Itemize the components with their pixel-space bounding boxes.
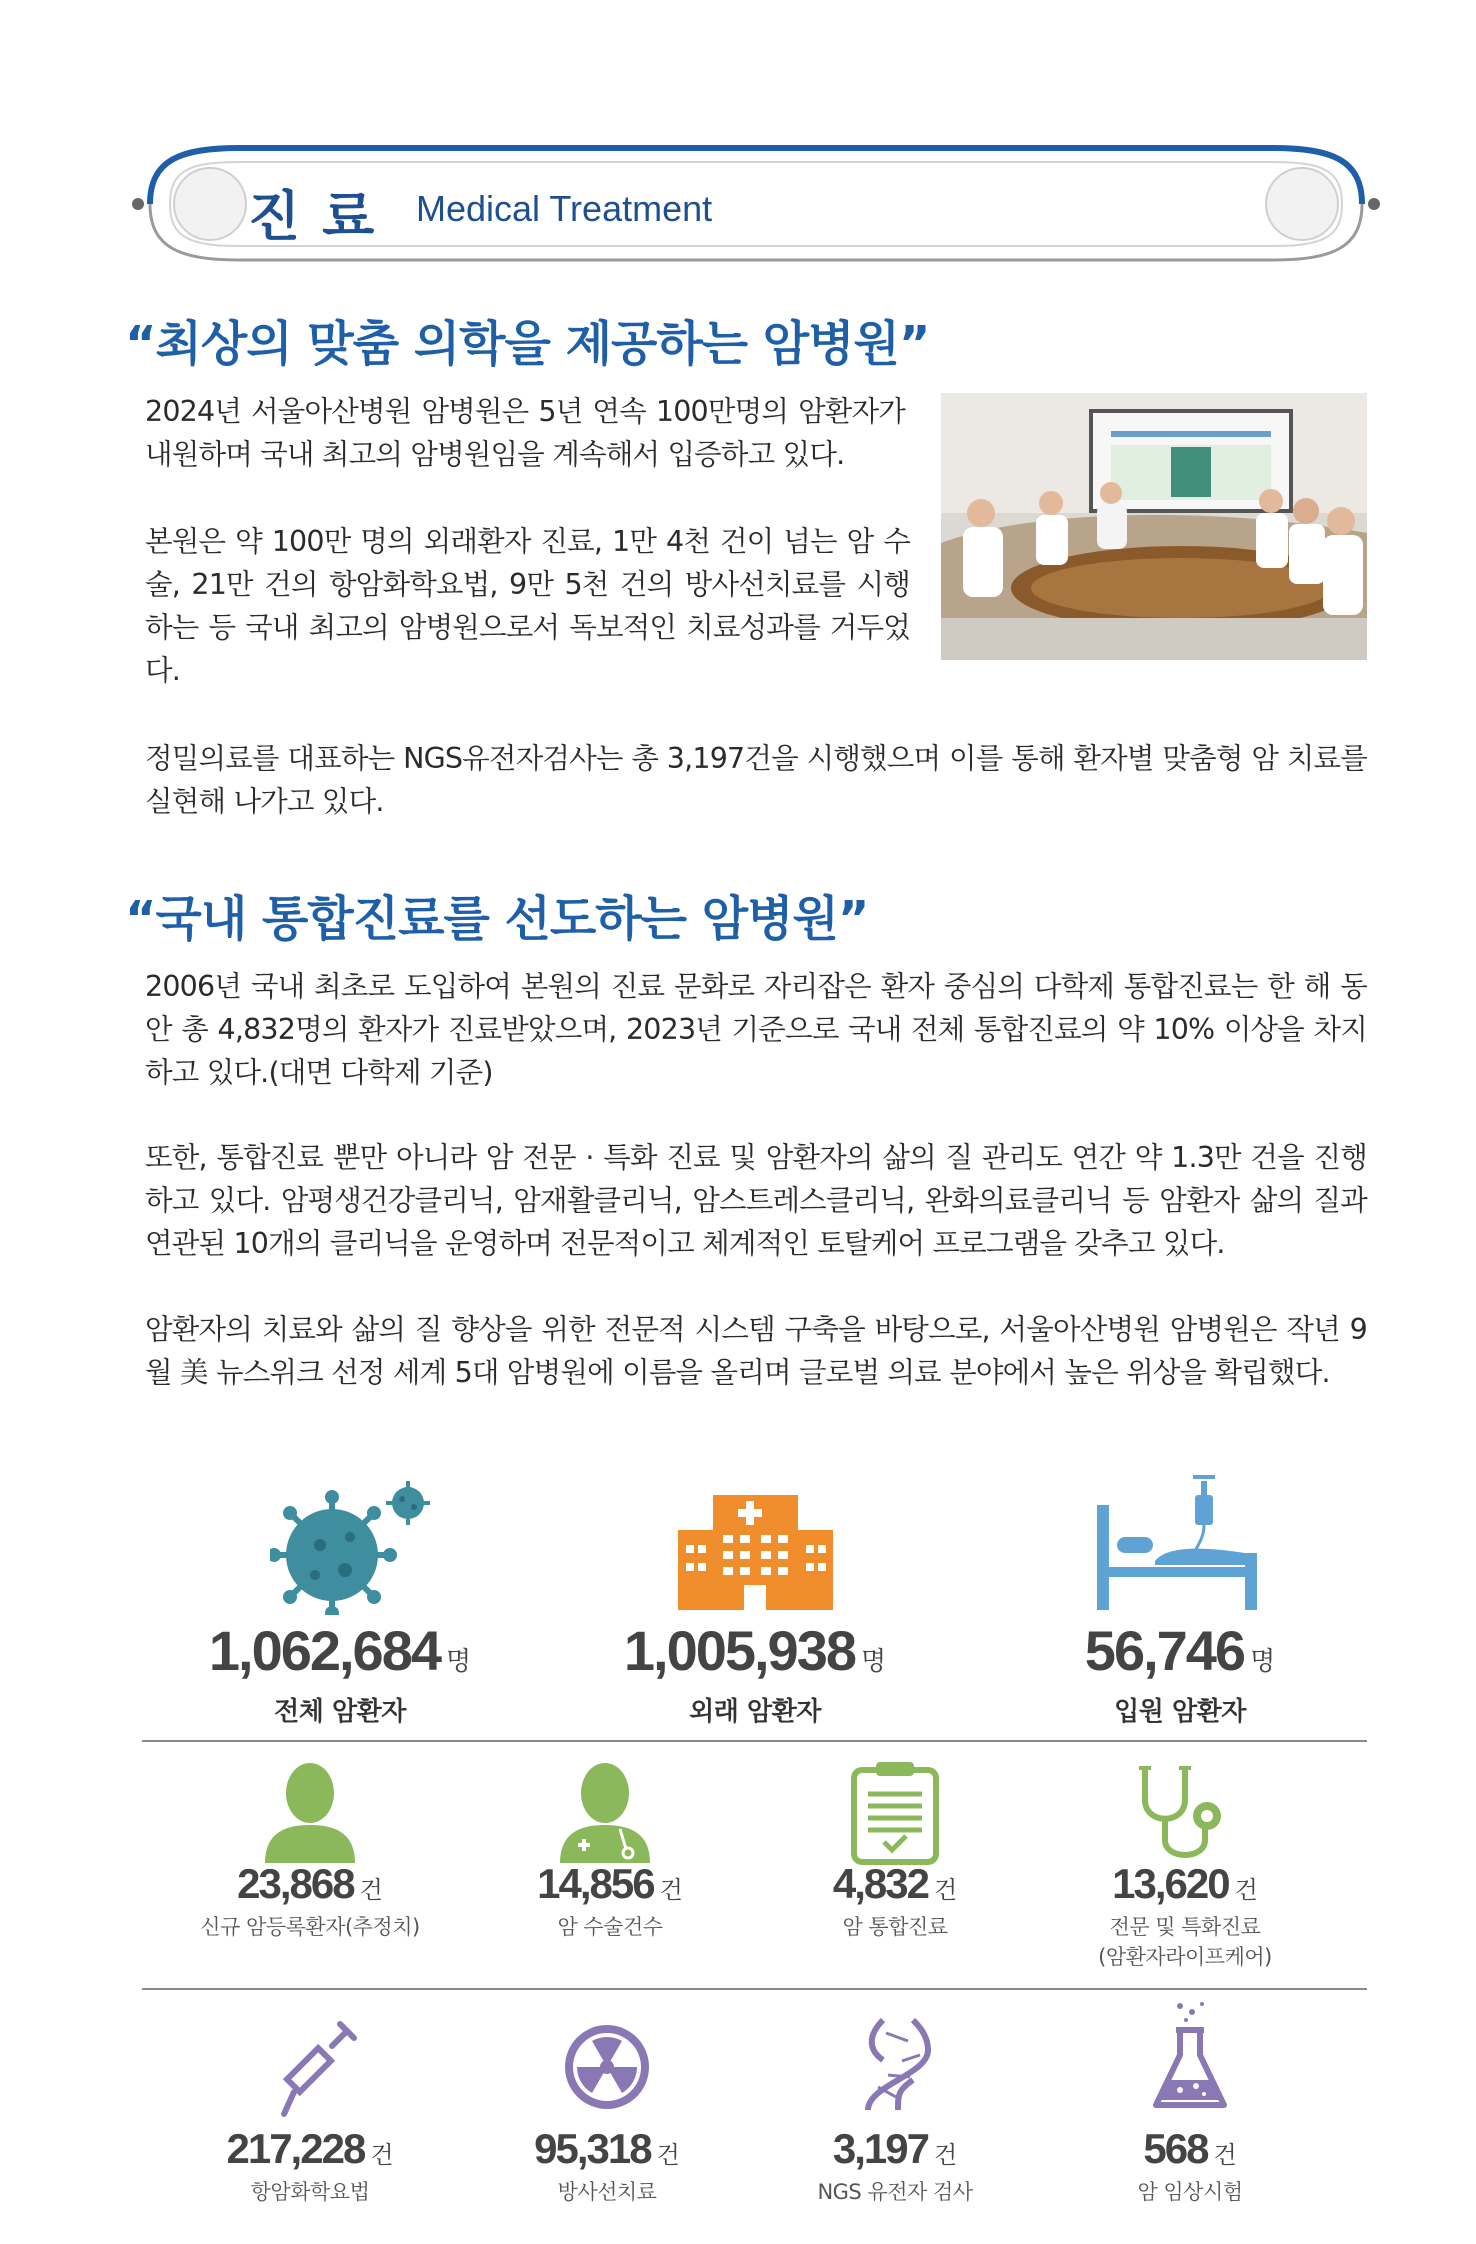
stats-divider-1	[142, 1740, 1367, 1742]
section2-paragraph-3: 암환자의 치료와 삶의 질 향상을 위한 전문적 시스템 구축을 바탕으로, 서울아산병원 암병원은 작년 9월 美 뉴스위크 선정 세계 5대 암병원에 이름을 올리며 글로벌 의료 분야에서 높은 위상을 확립했다.	[145, 1313, 1367, 1389]
stat-value: 217,228	[226, 2125, 365, 2172]
stat-total-patients	[170, 1618, 510, 1728]
stat-integrated-care	[745, 1860, 1045, 1942]
stat-label: 방사선치료	[557, 2180, 657, 2204]
stat-label: 전체 암환자	[274, 1697, 406, 1727]
section2-paragraph-2: 또한, 통합진료 뿐만 아니라 암 전문 · 특화 진료 및 암환자의 삶의 질 관리도 연간 약 1.3만 건을 진행하고 있다. 암평생건강클리닉, 암재활클리닉, 암스트레스클리닉, 완화의료클리닉 등 암환자 삶의 질과 연관된 10개의 클리닉을 운영하며 전문적이고 체계적인 토탈케어 프로그램을 갖추고 있다.	[145, 1141, 1367, 1260]
stat-label: 암 임상시험	[1137, 2180, 1243, 2204]
stethoscope-icon	[1135, 1760, 1235, 1869]
stat-value: 568	[1143, 2125, 1208, 2172]
stat-value: 13,620	[1112, 1860, 1229, 1907]
stat-outpatients	[585, 1618, 925, 1728]
doctor-icon	[560, 1763, 660, 1867]
stat-unit: 명	[446, 1647, 472, 1677]
stat-chemotherapy	[160, 2125, 460, 2207]
banner-korean-title: 진료	[248, 185, 397, 248]
stat-unit: 건	[1234, 1876, 1258, 1904]
stat-value: 14,856	[537, 1860, 654, 1907]
stat-label: 신규 암등록환자(추정치)	[200, 1915, 420, 1939]
stat-unit: 건	[933, 2141, 958, 2169]
stat-clinical-trials	[1040, 2125, 1340, 2207]
stat-label: 암 수술건수	[557, 1915, 663, 1939]
stat-radiotherapy	[457, 2125, 757, 2207]
stat-label: 전문 및 특화진료	[1109, 1915, 1261, 1939]
stat-inpatients	[1010, 1618, 1350, 1728]
stat-value: 95,318	[534, 2125, 651, 2172]
section1-paragraph-3: 정밀의료를 대표하는 NGS유전자검사는 총 3,197건을 시행했으며 이를 통해 환자별 맞춤형 암 치료를 실현해 나가고 있다.	[145, 742, 1367, 818]
person-icon	[265, 1763, 355, 1867]
section2-paragraph-1: 2006년 국내 최초로 도입하여 본원의 진료 문화로 자리잡은 환자 중심의 다학제 통합진료는 한 해 동안 총 4,832명의 환자가 진료받았으며, 2023년 기준으로 국내 전체 통합진료의 약 10% 이상을 차지하고 있다.(대면 다학제 기준)	[145, 970, 1367, 1089]
dna-icon	[858, 2015, 938, 2119]
stat-label: 입원 암환자	[1114, 1697, 1246, 1727]
stat-surgeries	[460, 1860, 760, 1942]
clipboard-icon	[850, 1760, 940, 1869]
stat-value: 23,868	[237, 1860, 354, 1907]
section1-paragraph-2: 본원은 약 100만 명의 외래환자 진료, 1만 4천 건이 넘는 암 수술, 21만 건의 항암화학요법, 9만 5천 건의 방사선치료를 시행하는 등 국내 최고의 암병원으로서 독보적인 치료성과를 거두었다.	[145, 525, 910, 687]
stat-unit: 명	[861, 1647, 887, 1677]
virus-icon	[270, 1475, 435, 1619]
stat-value: 1,005,938	[623, 1619, 855, 1682]
banner-english-title: Medical Treatment	[416, 188, 713, 229]
stat-ngs-tests	[745, 2125, 1045, 2207]
stat-label: 암 통합진료	[842, 1915, 948, 1939]
stat-value: 1,062,684	[208, 1619, 440, 1682]
stat-unit: 건	[933, 1876, 958, 1904]
stat-label-sub: (암환자라이프케어)	[1098, 1945, 1272, 1969]
stat-unit: 명	[1250, 1647, 1276, 1677]
stat-value: 4,832	[832, 1860, 928, 1907]
section1-heading: “최상의 맞춤 의학을 제공하는 암병원”	[125, 316, 930, 372]
stat-label: 항암화학요법	[250, 2180, 370, 2204]
stat-unit: 건	[656, 2141, 680, 2169]
hospital-icon	[678, 1485, 833, 1614]
stat-unit: 건	[659, 1876, 683, 1904]
section2-heading: “국내 통합진료를 선도하는 암병원”	[125, 891, 869, 947]
stat-label: 외래 암환자	[689, 1697, 821, 1727]
stats-divider-2	[142, 1988, 1367, 1990]
section-banner	[130, 140, 1382, 268]
stat-unit: 건	[1213, 2141, 1237, 2169]
stat-specialized-care	[1035, 1860, 1335, 1972]
stat-unit: 건	[370, 2141, 394, 2169]
flask-icon	[1150, 2000, 1230, 2119]
section1-paragraph-1: 2024년 서울아산병원 암병원은 5년 연속 100만명의 암환자가 내원하며 국내 최고의 암병원임을 계속해서 입증하고 있다.	[145, 395, 905, 471]
team-meeting-photo	[941, 393, 1367, 660]
stat-value: 56,746	[1084, 1619, 1245, 1682]
stat-unit: 건	[359, 1876, 383, 1904]
stat-label: NGS 유전자 검사	[817, 2180, 973, 2204]
syringe-icon	[280, 2018, 360, 2122]
radiation-icon	[562, 2022, 652, 2116]
stat-new-registrations	[160, 1860, 460, 1942]
stat-value: 3,197	[832, 2125, 928, 2172]
hospital-bed-icon	[1097, 1475, 1267, 1614]
